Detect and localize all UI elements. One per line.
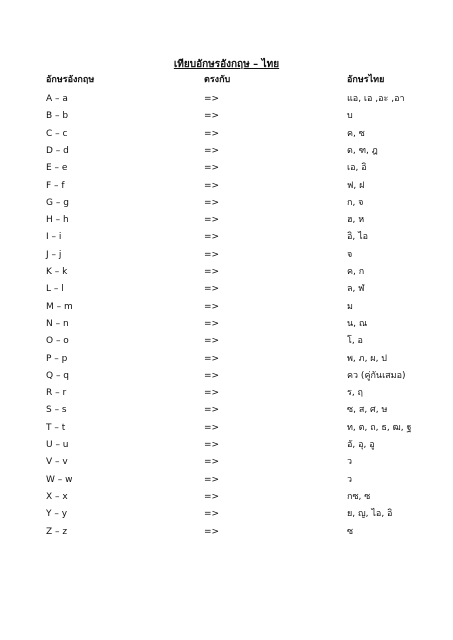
- maps-to-arrow: =>: [204, 422, 220, 433]
- thai-equivalents: ซ, ส, ศ, ษ: [347, 405, 388, 416]
- thai-equivalents: ร, ฤ: [347, 388, 364, 399]
- table-row: [0, 421, 453, 435]
- table-row: [0, 334, 453, 348]
- thai-equivalents: ซ: [347, 526, 354, 537]
- english-letter-pair: D – d: [46, 145, 69, 156]
- thai-equivalents: ก, จ: [347, 197, 364, 208]
- english-letter-pair: O – o: [46, 336, 69, 347]
- thai-equivalents: ฮ, ห: [347, 215, 365, 226]
- english-letter-pair: L – l: [46, 284, 64, 295]
- maps-to-arrow: =>: [204, 526, 220, 537]
- english-letter-pair: Z – z: [46, 526, 68, 537]
- maps-to-arrow: =>: [204, 180, 220, 191]
- english-letter-pair: V – v: [46, 457, 68, 468]
- thai-equivalents: ล, ฬ: [347, 284, 365, 295]
- maps-to-arrow: =>: [204, 370, 220, 381]
- table-row: [0, 386, 453, 400]
- maps-to-arrow: =>: [204, 318, 220, 329]
- english-letter-pair: M – m: [46, 301, 73, 312]
- thai-equivalents: พ, ภ, ผ, ป: [347, 353, 388, 364]
- maps-to-arrow: =>: [204, 267, 220, 277]
- maps-to-arrow: =>: [204, 405, 220, 416]
- table-row: [0, 525, 453, 539]
- thai-equivalents: ฟ, ฝ: [347, 180, 365, 191]
- table-row: [0, 369, 453, 383]
- english-letter-pair: K – k: [46, 267, 68, 277]
- english-letter-pair: F – f: [46, 180, 65, 191]
- english-letter-pair: W – w: [46, 474, 73, 485]
- thai-equivalents: น, ณ: [347, 318, 368, 329]
- thai-equivalents: จ: [347, 249, 353, 260]
- english-letter-pair: R – r: [46, 388, 67, 399]
- maps-to-arrow: =>: [204, 336, 220, 347]
- english-letter-pair: N – n: [46, 318, 69, 329]
- english-letter-pair: C – c: [46, 128, 68, 139]
- header-maps-to: ตรงกับ: [204, 75, 231, 85]
- thai-equivalents: ค, ซ: [347, 128, 365, 139]
- page-title: เทียบอักษรอังกฤษ – ไทย: [173, 59, 280, 70]
- header-thai-letters: อักษรไทย: [347, 75, 385, 85]
- english-letter-pair: U – u: [46, 440, 69, 450]
- english-letter-pair: G – g: [46, 197, 69, 208]
- table-row: [0, 161, 453, 175]
- table-row: [0, 196, 453, 210]
- maps-to-arrow: =>: [204, 491, 220, 502]
- maps-to-arrow: =>: [204, 232, 220, 243]
- maps-to-arrow: =>: [204, 284, 220, 295]
- thai-equivalents: ย, ญ, ไอ, อิ: [347, 509, 393, 520]
- thai-equivalents: ม: [347, 301, 353, 312]
- english-letter-pair: A – a: [46, 94, 68, 104]
- maps-to-arrow: =>: [204, 457, 220, 468]
- thai-equivalents: เอ, อิ: [347, 163, 367, 174]
- table-row: [0, 109, 453, 123]
- maps-to-arrow: =>: [204, 509, 220, 520]
- maps-to-arrow: =>: [204, 145, 220, 156]
- table-row: [0, 352, 453, 366]
- thai-equivalents: ด, ฑ, ฎ: [347, 145, 378, 156]
- thai-equivalents: กซ, ซ: [347, 491, 371, 502]
- maps-to-arrow: =>: [204, 163, 220, 174]
- maps-to-arrow: =>: [204, 128, 220, 139]
- table-row: [0, 127, 453, 141]
- english-letter-pair: I – i: [46, 232, 62, 243]
- maps-to-arrow: =>: [204, 249, 220, 260]
- table-header: [0, 73, 453, 87]
- table-row: [0, 230, 453, 244]
- table-row: [0, 248, 453, 262]
- table-row: [0, 403, 453, 417]
- english-letter-pair: S – s: [46, 405, 67, 416]
- header-english-letters: อักษรอังกฤษ: [46, 75, 95, 85]
- thai-equivalents: ว: [347, 457, 353, 468]
- maps-to-arrow: =>: [204, 111, 220, 122]
- table-row: [0, 317, 453, 331]
- table-row: [0, 179, 453, 193]
- english-letter-pair: T – t: [46, 422, 66, 433]
- english-letter-pair: X – x: [46, 491, 68, 502]
- english-letter-pair: J – j: [46, 249, 62, 260]
- table-row: [0, 473, 453, 487]
- english-letter-pair: Q – q: [46, 370, 70, 381]
- thai-equivalents: คว (คู่กันเสมอ): [347, 370, 406, 381]
- thai-equivalents: อั, อุ, อู: [347, 440, 375, 450]
- maps-to-arrow: =>: [204, 94, 220, 104]
- table-row: [0, 265, 453, 279]
- english-letter-pair: P – p: [46, 353, 68, 364]
- maps-to-arrow: =>: [204, 440, 220, 450]
- maps-to-arrow: =>: [204, 301, 220, 312]
- thai-equivalents: ค, ก: [347, 267, 365, 277]
- maps-to-arrow: =>: [204, 215, 220, 226]
- maps-to-arrow: =>: [204, 388, 220, 399]
- english-letter-pair: H – h: [46, 215, 69, 226]
- table-row: [0, 490, 453, 504]
- table-row: [0, 438, 453, 452]
- table-row: [0, 507, 453, 521]
- table-row: [0, 300, 453, 314]
- thai-equivalents: บ: [347, 111, 353, 122]
- english-letter-pair: E – e: [46, 163, 68, 174]
- table-row: [0, 213, 453, 227]
- english-letter-pair: Y – y: [46, 509, 68, 520]
- table-row: [0, 144, 453, 158]
- maps-to-arrow: =>: [204, 474, 220, 485]
- maps-to-arrow: =>: [204, 197, 220, 208]
- english-letter-pair: B – b: [46, 111, 69, 122]
- table-row: [0, 282, 453, 296]
- maps-to-arrow: =>: [204, 353, 220, 364]
- thai-equivalents: ว: [347, 474, 353, 485]
- thai-equivalents: อิ, ไอ: [347, 232, 369, 243]
- table-row: [0, 92, 453, 106]
- thai-equivalents: ท, ต, ถ, ธ, ฒ, ฐ: [347, 422, 412, 433]
- table-row: [0, 455, 453, 469]
- thai-equivalents: โ, อ: [347, 336, 363, 347]
- thai-equivalents: แอ, เอ ,อะ ,อา: [347, 94, 405, 104]
